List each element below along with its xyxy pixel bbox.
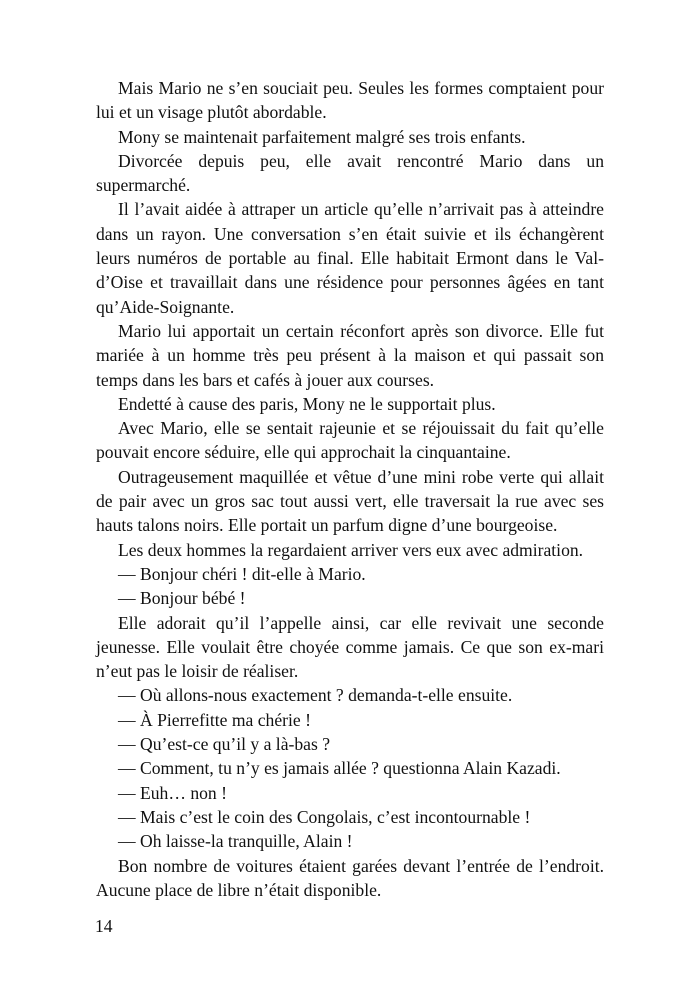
paragraph: Il l’avait aidée à attraper un article qu’elle n’arrivait pas à atteindre dans un rayon. Une conversation s’en était suivie et ils échangèrent leurs numéros de portable au final. Elle habitait Ermont dans le Val-d’Oise et travaillait dans une résidence pour personnes âgées en tant qu’Aide-Soignante. bbox=[96, 199, 604, 317]
paragraph: Mony se maintenait parfaitement malgré ses trois enfants. bbox=[118, 126, 526, 147]
dialogue-line: — Euh… non ! bbox=[118, 782, 227, 803]
dialogue-line: — À Pierrefitte ma chérie ! bbox=[118, 709, 311, 730]
page-number: 14 bbox=[95, 916, 113, 936]
paragraph: Bon nombre de voitures étaient garées devant l’entrée de l’endroit. Aucune place de libre n’était disponible. bbox=[96, 855, 604, 900]
paragraph: Les deux hommes la regardaient arriver vers eux avec admiration. bbox=[118, 539, 584, 560]
dialogue-line: — Bonjour chéri ! dit-elle à Mario. bbox=[118, 563, 366, 584]
paragraph: Endetté à cause des paris, Mony ne le supportait plus. bbox=[118, 393, 496, 414]
paragraph: Mais Mario ne s’en souciait peu. Seules les formes comptaient pour lui et un visage plutôt abordable. bbox=[96, 78, 604, 123]
page-body bbox=[96, 76, 604, 902]
dialogue-line: — Mais c’est le coin des Congolais, c’est incontournable ! bbox=[118, 806, 531, 827]
dialogue-line: — Comment, tu n’y es jamais allée ? questionna Alain Kazadi. bbox=[118, 758, 561, 779]
paragraph: Avec Mario, elle se sentait rajeunie et se réjouissait du fait qu’elle pouvait encore séduire, elle qui approchait la cinquantaine. bbox=[96, 418, 604, 463]
paragraph: Outrageusement maquillée et vêtue d’une mini robe verte qui allait de pair avec un gros sac tout aussi vert, elle traversait la rue avec ses hauts talons noirs. Elle portait un parfum digne d’une bourgeoise. bbox=[96, 466, 604, 536]
paragraph: Mario lui apportait un certain réconfort après son divorce. Elle fut mariée à un homme très peu présent à la maison et qui passait son temps dans les bars et cafés à jouer aux courses. bbox=[96, 320, 604, 390]
dialogue-line: — Oh laisse-la tranquille, Alain ! bbox=[118, 831, 353, 852]
paragraph: Divorcée depuis peu, elle avait rencontré Mario dans un supermarché. bbox=[96, 150, 604, 196]
paragraph: Elle adorait qu’il l’appelle ainsi, car elle revivait une seconde jeunesse. Elle voulait être choyée comme jamais. Ce que son ex-mari n’eut pas le loisir de réaliser. bbox=[96, 612, 604, 682]
dialogue-line: — Bonjour bébé ! bbox=[118, 588, 246, 609]
dialogue-line: — Où allons-nous exactement ? demanda-t-elle ensuite. bbox=[118, 685, 513, 706]
dialogue-line: — Qu’est-ce qu’il y a là-bas ? bbox=[118, 734, 331, 755]
